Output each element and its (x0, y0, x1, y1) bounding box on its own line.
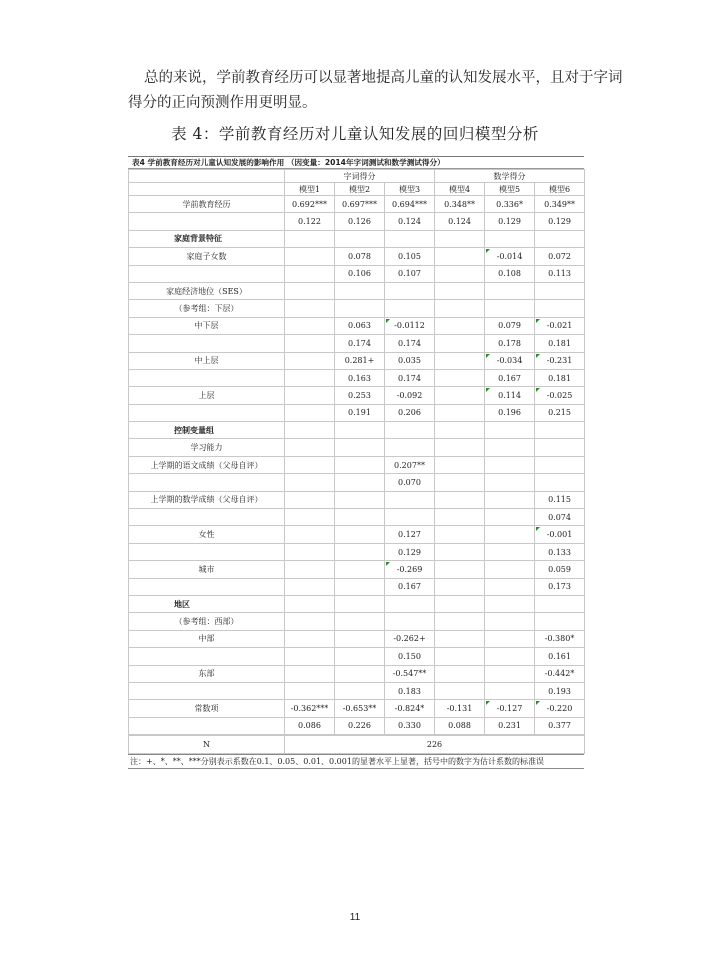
table-cell: 0.178 (485, 335, 535, 352)
table-row (129, 700, 585, 717)
table-cell (485, 526, 535, 543)
table-cell: -0.220 (535, 700, 585, 717)
row-label (129, 369, 285, 386)
model-header: 模型4 (435, 183, 485, 196)
table-row (129, 509, 585, 526)
table-cell (485, 439, 535, 456)
table-row (129, 213, 585, 230)
model-header: 模型3 (385, 183, 435, 196)
table-cell: 0.377 (535, 717, 585, 734)
table-cell: 0.206 (385, 404, 435, 421)
table-row (129, 265, 585, 282)
table-cell: -0.547** (385, 665, 435, 682)
table-grid (128, 169, 585, 735)
table-cell: -0.025 (535, 387, 585, 404)
row-label: 女性 (129, 526, 285, 543)
table-cell: -0.014 (485, 248, 535, 265)
table-cell (485, 665, 535, 682)
table-cell (535, 422, 585, 439)
row-label (129, 474, 285, 491)
table-cell (435, 682, 485, 699)
table-cell (285, 578, 335, 595)
row-label: 家庭经济地位（SES） (129, 282, 285, 299)
group-header-row (129, 170, 585, 183)
row-label (129, 265, 285, 282)
table-cell (285, 474, 335, 491)
table-cell (285, 439, 335, 456)
table-cell: 0.124 (435, 213, 485, 230)
table-cell: 0.196 (485, 404, 535, 421)
table-row (129, 230, 585, 247)
table-cell (285, 682, 335, 699)
table-row (129, 474, 585, 491)
table-cell (335, 578, 385, 595)
table-cell (435, 352, 485, 369)
table-cell: 0.207** (385, 456, 435, 473)
table-cell (335, 300, 385, 317)
table-cell: 0.078 (335, 248, 385, 265)
table-cell: 0.086 (285, 717, 335, 734)
table-cell (435, 265, 485, 282)
page-number: 11 (349, 912, 361, 923)
table-cell (535, 282, 585, 299)
row-label (129, 335, 285, 352)
table-cell (335, 456, 385, 473)
model-header: 模型6 (535, 183, 585, 196)
table-cell (335, 613, 385, 630)
table-cell (285, 265, 335, 282)
table-cell (535, 595, 585, 612)
row-label: 上层 (129, 387, 285, 404)
model-header: 模型2 (335, 183, 385, 196)
table-cell (285, 300, 335, 317)
table-cell: 0.133 (535, 543, 585, 560)
table-cell (285, 282, 335, 299)
table-note: 注：+、*、**、***分别表示系数在0.1、0.05、0.01、0.001的显著水平上显著，括号中的数字为估计系数的标准误 (128, 754, 584, 769)
table-cell (435, 300, 485, 317)
table-row (129, 369, 585, 386)
table-cell: 0.231 (485, 717, 535, 734)
paragraph-line-2: 得分的正向预测作用更明显。 (128, 95, 317, 111)
table-cell: 0.129 (535, 213, 585, 230)
table-row (129, 404, 585, 421)
table-cell (435, 456, 485, 473)
table-cell (285, 648, 335, 665)
table-cell (385, 491, 435, 508)
row-label (129, 717, 285, 734)
table-cell (485, 300, 535, 317)
table-cell: 0.059 (535, 561, 585, 578)
table-cell: 0.174 (385, 369, 435, 386)
table-cell (535, 456, 585, 473)
table-cell (435, 474, 485, 491)
row-label (129, 213, 285, 230)
table-cell (335, 474, 385, 491)
table-cell: 0.215 (535, 404, 585, 421)
table-cell (335, 491, 385, 508)
row-label: 家庭子女数 (129, 248, 285, 265)
table-cell: 0.697*** (335, 196, 385, 213)
table-cell (285, 352, 335, 369)
table-cell (285, 509, 335, 526)
table-cell (435, 282, 485, 299)
body-paragraph (128, 66, 623, 116)
n-value: 226 (285, 736, 585, 753)
table-cell (485, 561, 535, 578)
table-cell (485, 578, 535, 595)
table-cell (285, 456, 335, 473)
table-cell: 0.115 (535, 491, 585, 508)
table-cell (435, 230, 485, 247)
table-cell (435, 317, 485, 334)
table-cell: 0.114 (485, 387, 535, 404)
table-cell: -0.380* (535, 630, 585, 647)
table-row (129, 317, 585, 334)
table-cell: -0.442* (535, 665, 585, 682)
table-row (129, 456, 585, 473)
model-header: 模型1 (285, 183, 335, 196)
table-cell: 0.127 (385, 526, 435, 543)
table-row (129, 630, 585, 647)
n-row-table (128, 735, 585, 753)
table-cell (435, 509, 485, 526)
table-cell (485, 543, 535, 560)
table-cell: 0.074 (535, 509, 585, 526)
table-cell: -0.131 (435, 700, 485, 717)
table-row (129, 248, 585, 265)
table-cell: -0.092 (385, 387, 435, 404)
table-cell: 0.191 (335, 404, 385, 421)
table-cell (285, 369, 335, 386)
table-cell: -0.653** (335, 700, 385, 717)
table-cell (285, 613, 335, 630)
table-cell (285, 422, 335, 439)
row-label: 学习能力 (129, 439, 285, 456)
table-cell: 0.692*** (285, 196, 335, 213)
table-cell (285, 491, 335, 508)
table-title: 表4 学前教育经历对儿童认知发展的影响作用 （因变量：2014年字词测试和数学测试得分） (128, 156, 584, 169)
table-cell (435, 561, 485, 578)
section-label: 地区 (129, 595, 285, 612)
table-cell: 0.330 (385, 717, 435, 734)
group-header-math: 数学得分 (435, 170, 585, 183)
row-label (129, 509, 285, 526)
table-cell (385, 422, 435, 439)
section-label: 控制变量组 (129, 422, 285, 439)
table-cell: 0.129 (385, 543, 435, 560)
table-cell (435, 578, 485, 595)
table-cell: 0.072 (535, 248, 585, 265)
table-row (129, 543, 585, 560)
table-cell: -0.269 (385, 561, 435, 578)
table-row (129, 682, 585, 699)
table-cell: -0.262+ (385, 630, 435, 647)
table-cell (335, 509, 385, 526)
table-cell (485, 456, 535, 473)
table-cell (335, 561, 385, 578)
table-cell: 0.122 (285, 213, 335, 230)
table-row (129, 717, 585, 734)
table-cell: -0.021 (535, 317, 585, 334)
section-label: 家庭背景特征 (129, 230, 285, 247)
table-row (129, 282, 585, 299)
row-label: 中下层 (129, 317, 285, 334)
row-label (129, 543, 285, 560)
table-cell (285, 404, 335, 421)
table-row (129, 196, 585, 213)
table-cell: 0.348** (435, 196, 485, 213)
table-cell: 0.174 (335, 335, 385, 352)
table-cell (385, 595, 435, 612)
table-cell (535, 474, 585, 491)
table-cell: -0.0112 (385, 317, 435, 334)
table-cell (485, 422, 535, 439)
table-cell: 0.167 (385, 578, 435, 595)
table-cell (285, 561, 335, 578)
table-cell: 0.063 (335, 317, 385, 334)
table-cell (285, 317, 335, 334)
table-cell (485, 682, 535, 699)
table-row (129, 335, 585, 352)
table-cell (335, 543, 385, 560)
model-header-row (129, 183, 585, 196)
table-cell (335, 665, 385, 682)
table-cell: 0.226 (335, 717, 385, 734)
table-cell (285, 526, 335, 543)
table-cell: 0.129 (485, 213, 535, 230)
table-cell (285, 630, 335, 647)
table-cell (385, 613, 435, 630)
table-cell (435, 595, 485, 612)
model-header: 模型5 (485, 183, 535, 196)
table-cell (435, 404, 485, 421)
table-cell (485, 282, 535, 299)
table-cell (335, 439, 385, 456)
table-caption: 表 4：学前教育经历对儿童认知发展的回归模型分析 (171, 125, 539, 143)
table-cell: 0.035 (385, 352, 435, 369)
table-cell (285, 387, 335, 404)
row-label: （参考组：下层） (129, 300, 285, 317)
row-label: 上学期的语文成绩（父母自评） (129, 456, 285, 473)
table-cell (335, 630, 385, 647)
table-cell (485, 509, 535, 526)
table-cell: 0.106 (335, 265, 385, 282)
table-cell: 0.107 (385, 265, 435, 282)
row-label (129, 682, 285, 699)
table-cell (285, 248, 335, 265)
table-cell: 0.079 (485, 317, 535, 334)
table-row (129, 422, 585, 439)
table-cell (435, 387, 485, 404)
table-cell (435, 491, 485, 508)
table-cell (535, 230, 585, 247)
table-cell (535, 300, 585, 317)
table-cell: 0.193 (535, 682, 585, 699)
row-label: 中上层 (129, 352, 285, 369)
table-row (129, 578, 585, 595)
table-cell (485, 491, 535, 508)
table-cell: 0.163 (335, 369, 385, 386)
table-cell: -0.362*** (285, 700, 335, 717)
table-cell: -0.001 (535, 526, 585, 543)
table-cell: 0.336* (485, 196, 535, 213)
paragraph-line-1: 总的来说，学前教育经历可以显著地提高儿童的认知发展水平，且对于字词 (144, 70, 623, 86)
table-cell (435, 665, 485, 682)
table-cell (285, 543, 335, 560)
table-cell: -0.231 (535, 352, 585, 369)
table-cell (385, 439, 435, 456)
table-cell (335, 526, 385, 543)
table-cell: 0.694*** (385, 196, 435, 213)
table-cell (285, 335, 335, 352)
table-cell (435, 248, 485, 265)
table-cell: 0.150 (385, 648, 435, 665)
row-label (129, 578, 285, 595)
table-row (129, 595, 585, 612)
n-label: N (129, 736, 285, 753)
row-label: （参考组：西部） (129, 613, 285, 630)
table-cell (335, 648, 385, 665)
table-cell (435, 439, 485, 456)
table-cell: 0.173 (535, 578, 585, 595)
table-cell: 0.349** (535, 196, 585, 213)
table-cell (335, 682, 385, 699)
table-cell (435, 613, 485, 630)
table-cell: -0.127 (485, 700, 535, 717)
table-cell: 0.181 (535, 369, 585, 386)
table-cell (285, 230, 335, 247)
table-row (129, 648, 585, 665)
table-cell: 0.105 (385, 248, 435, 265)
table-cell (485, 595, 535, 612)
table-row (129, 300, 585, 317)
table-cell: -0.034 (485, 352, 535, 369)
table-cell (485, 613, 535, 630)
table-cell (485, 230, 535, 247)
table-cell (285, 665, 335, 682)
table-cell: 0.161 (535, 648, 585, 665)
row-label: 城市 (129, 561, 285, 578)
table-cell (385, 282, 435, 299)
row-label (129, 648, 285, 665)
table-cell: 0.174 (385, 335, 435, 352)
table-cell (335, 282, 385, 299)
table-cell (285, 595, 335, 612)
header-empty-cell (129, 183, 285, 196)
header-empty-cell (129, 170, 285, 183)
group-header-words: 字词得分 (285, 170, 435, 183)
table-cell: 0.183 (385, 682, 435, 699)
table-row (129, 387, 585, 404)
table-cell: 0.253 (335, 387, 385, 404)
table-cell (435, 543, 485, 560)
table-cell (435, 369, 485, 386)
table-cell: 0.070 (385, 474, 435, 491)
table-cell (535, 439, 585, 456)
table-cell (385, 509, 435, 526)
table-row (129, 561, 585, 578)
table-cell (485, 648, 535, 665)
table-cell: 0.124 (385, 213, 435, 230)
table-cell: 0.113 (535, 265, 585, 282)
table-row (129, 613, 585, 630)
regression-table (128, 156, 584, 769)
n-row (129, 736, 585, 753)
table-cell (435, 335, 485, 352)
row-label: 常数项 (129, 700, 285, 717)
table-cell (535, 613, 585, 630)
table-cell (435, 422, 485, 439)
table-cell (435, 648, 485, 665)
row-label: 东部 (129, 665, 285, 682)
table-cell: 0.108 (485, 265, 535, 282)
table-cell: 0.088 (435, 717, 485, 734)
row-label: 中部 (129, 630, 285, 647)
table-cell (435, 526, 485, 543)
table-row (129, 439, 585, 456)
table-cell (385, 230, 435, 247)
table-row (129, 526, 585, 543)
table-cell (335, 230, 385, 247)
row-label: 学前教育经历 (129, 196, 285, 213)
table-cell (485, 630, 535, 647)
row-label: 上学期的数学成绩（父母自评） (129, 491, 285, 508)
table-cell (485, 474, 535, 491)
table-row (129, 352, 585, 369)
table-cell: 0.281+ (335, 352, 385, 369)
table-cell (335, 595, 385, 612)
table-cell (385, 300, 435, 317)
row-label (129, 404, 285, 421)
table-cell (335, 422, 385, 439)
table-cell: 0.167 (485, 369, 535, 386)
table-cell: -0.824* (385, 700, 435, 717)
table-row (129, 665, 585, 682)
table-cell (435, 630, 485, 647)
table-cell: 0.126 (335, 213, 385, 230)
table-row (129, 491, 585, 508)
table-cell: 0.181 (535, 335, 585, 352)
